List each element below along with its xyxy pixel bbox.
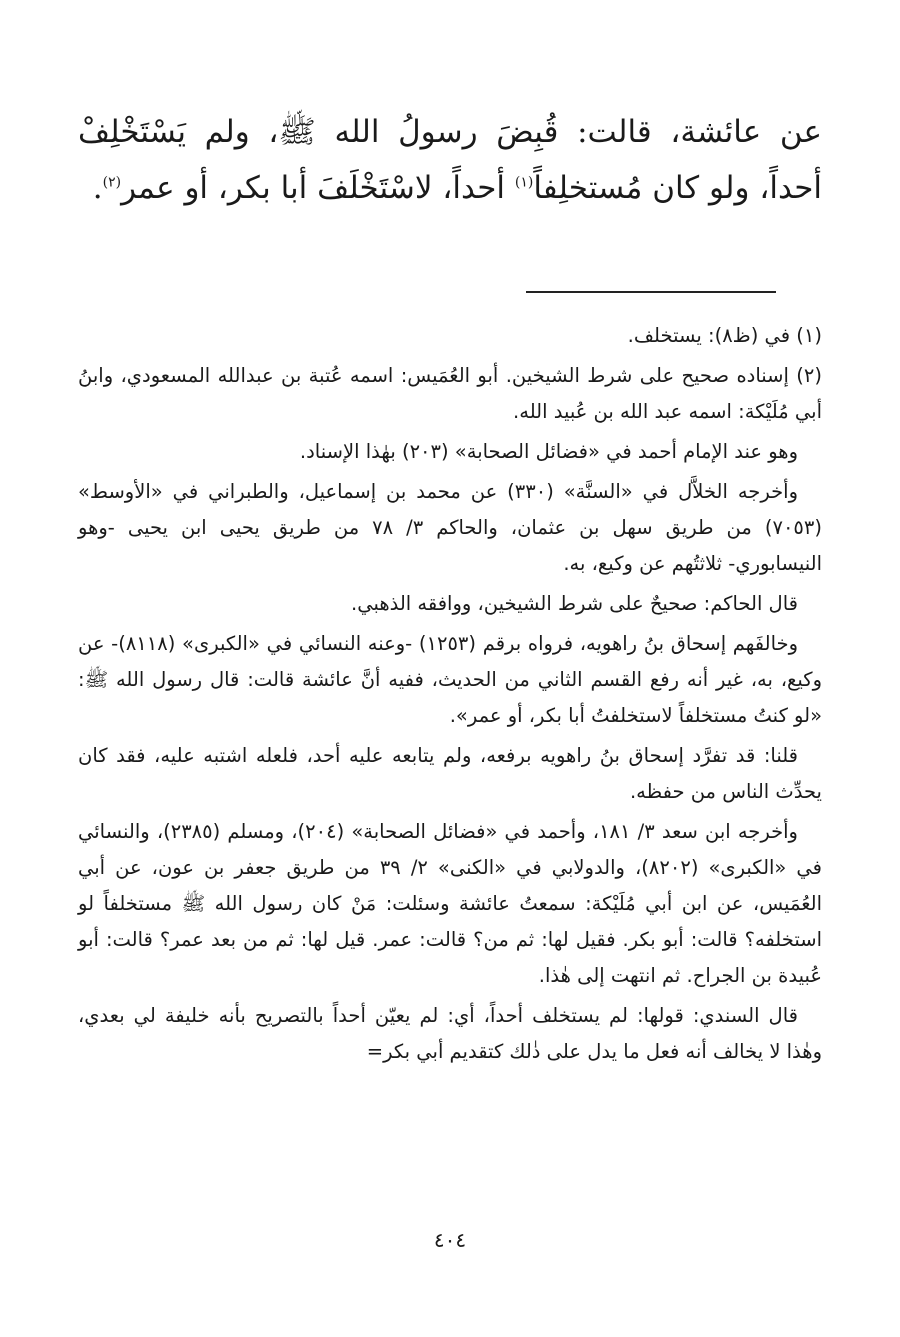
footnote-2: (٢) إسناده صحيح على شرط الشيخين. أبو العُمَيس: اسمه عُتبة بن عبدالله المسعودي، وابنُ أبي مُلَيْكة: اسمه عبد الله بن عُبيد الله.	[78, 364, 822, 423]
footnotes	[78, 318, 822, 1070]
footnote-ref-2: (٢)	[102, 174, 122, 191]
page-number: ٤٠٤	[433, 1228, 467, 1252]
footnote-paragraph: قال السندي: قولها: لم يستخلف أحداً، أي: لم يعيّن أحداً بالتصريح بأنه خليفة لي بعدي، وهٰذا لا يخالف أنه فعل ما يدل على ذٰلك كتقديم أبي بكر=	[78, 1004, 822, 1063]
hadith-text-part-2: أحداً، لاسْتَخْلَفَ أبا بكر، أو عمر	[121, 170, 515, 206]
footnote-paragraph: وخالفَهم إسحاق بنُ راهويه، فرواه برقم (١٢٥٣) -وعنه النسائي في «الكبرى» (٨١١٨)- عن وكيع، به، غير أنه رفع القسم الثاني من الحديث، ففيه أنَّ عائشة قالت: قال رسول الله ﷺ: «لو كنتُ مستخلفاً لاستخلفتُ أبا بكر، أو عمر».	[78, 632, 822, 727]
hadith-text-part-1: عن عائشة، قالت: قُبِضَ رسولُ الله ﷺ، ولم يَسْتَخْلِفْ أحداً، ولو كان مُستخلِفاً	[78, 114, 822, 206]
footnote-paragraph: وهو عند الإمام أحمد في «فضائل الصحابة» (٢٠٣) بهٰذا الإسناد.	[299, 440, 798, 463]
hadith-paragraph	[78, 104, 822, 216]
footnote-paragraph: وأخرجه ابن سعد ٣/ ١٨١، وأحمد في «فضائل الصحابة» (٢٠٤)، ومسلم (٢٣٨٥)، والنسائي في «الكبرى» (٨٢٠٢)، والدولابي في «الكنى» ٢/ ٣٩ من طريق جعفر بن عون، عن أبي العُمَيس، عن ابن أبي مُلَيْكة: سمعتُ عائشة وسئلت: مَنْ كان رسول الله ﷺ مستخلفاً لو استخلفه؟ قالت: أبو بكر. فقيل لها: ثم من؟ قالت: عمر. قيل لها: ثم من بعد عمر؟ قالت: أبو عُبيدة بن الجراح. ثم انتهت إلى هٰذا.	[78, 820, 822, 987]
footnote-paragraph: وأخرجه الخلاَّل في «السنَّة» (٣٣٠) عن محمد بن إسماعيل، والطبراني في «الأوسط» (٧٠٥٣) من طريق سهل بن عثمان، والحاكم ٣/ ٧٨ من طريق يحيى ابن يحيى -وهو النيسابوري- ثلاثتُهم عن وكيع، به.	[78, 480, 822, 575]
hadith-text-end: .	[92, 170, 103, 206]
footnote-separator	[526, 291, 776, 293]
footnote-ref-1: (١)	[514, 174, 534, 191]
footnote-paragraph: قلنا: قد تفرَّد إسحاق بنُ راهويه برفعه، ولم يتابعه عليه أحد، فلعله اشتبه عليه، فقد كان يحدِّث الناس من حفظه.	[78, 744, 822, 803]
hadith-text	[78, 104, 822, 216]
footnote-1: (١) في (ظ٨): يستخلف.	[627, 324, 822, 347]
footnote-paragraph: قال الحاكم: صحيحٌ على شرط الشيخين، ووافقه الذهبي.	[351, 592, 798, 615]
